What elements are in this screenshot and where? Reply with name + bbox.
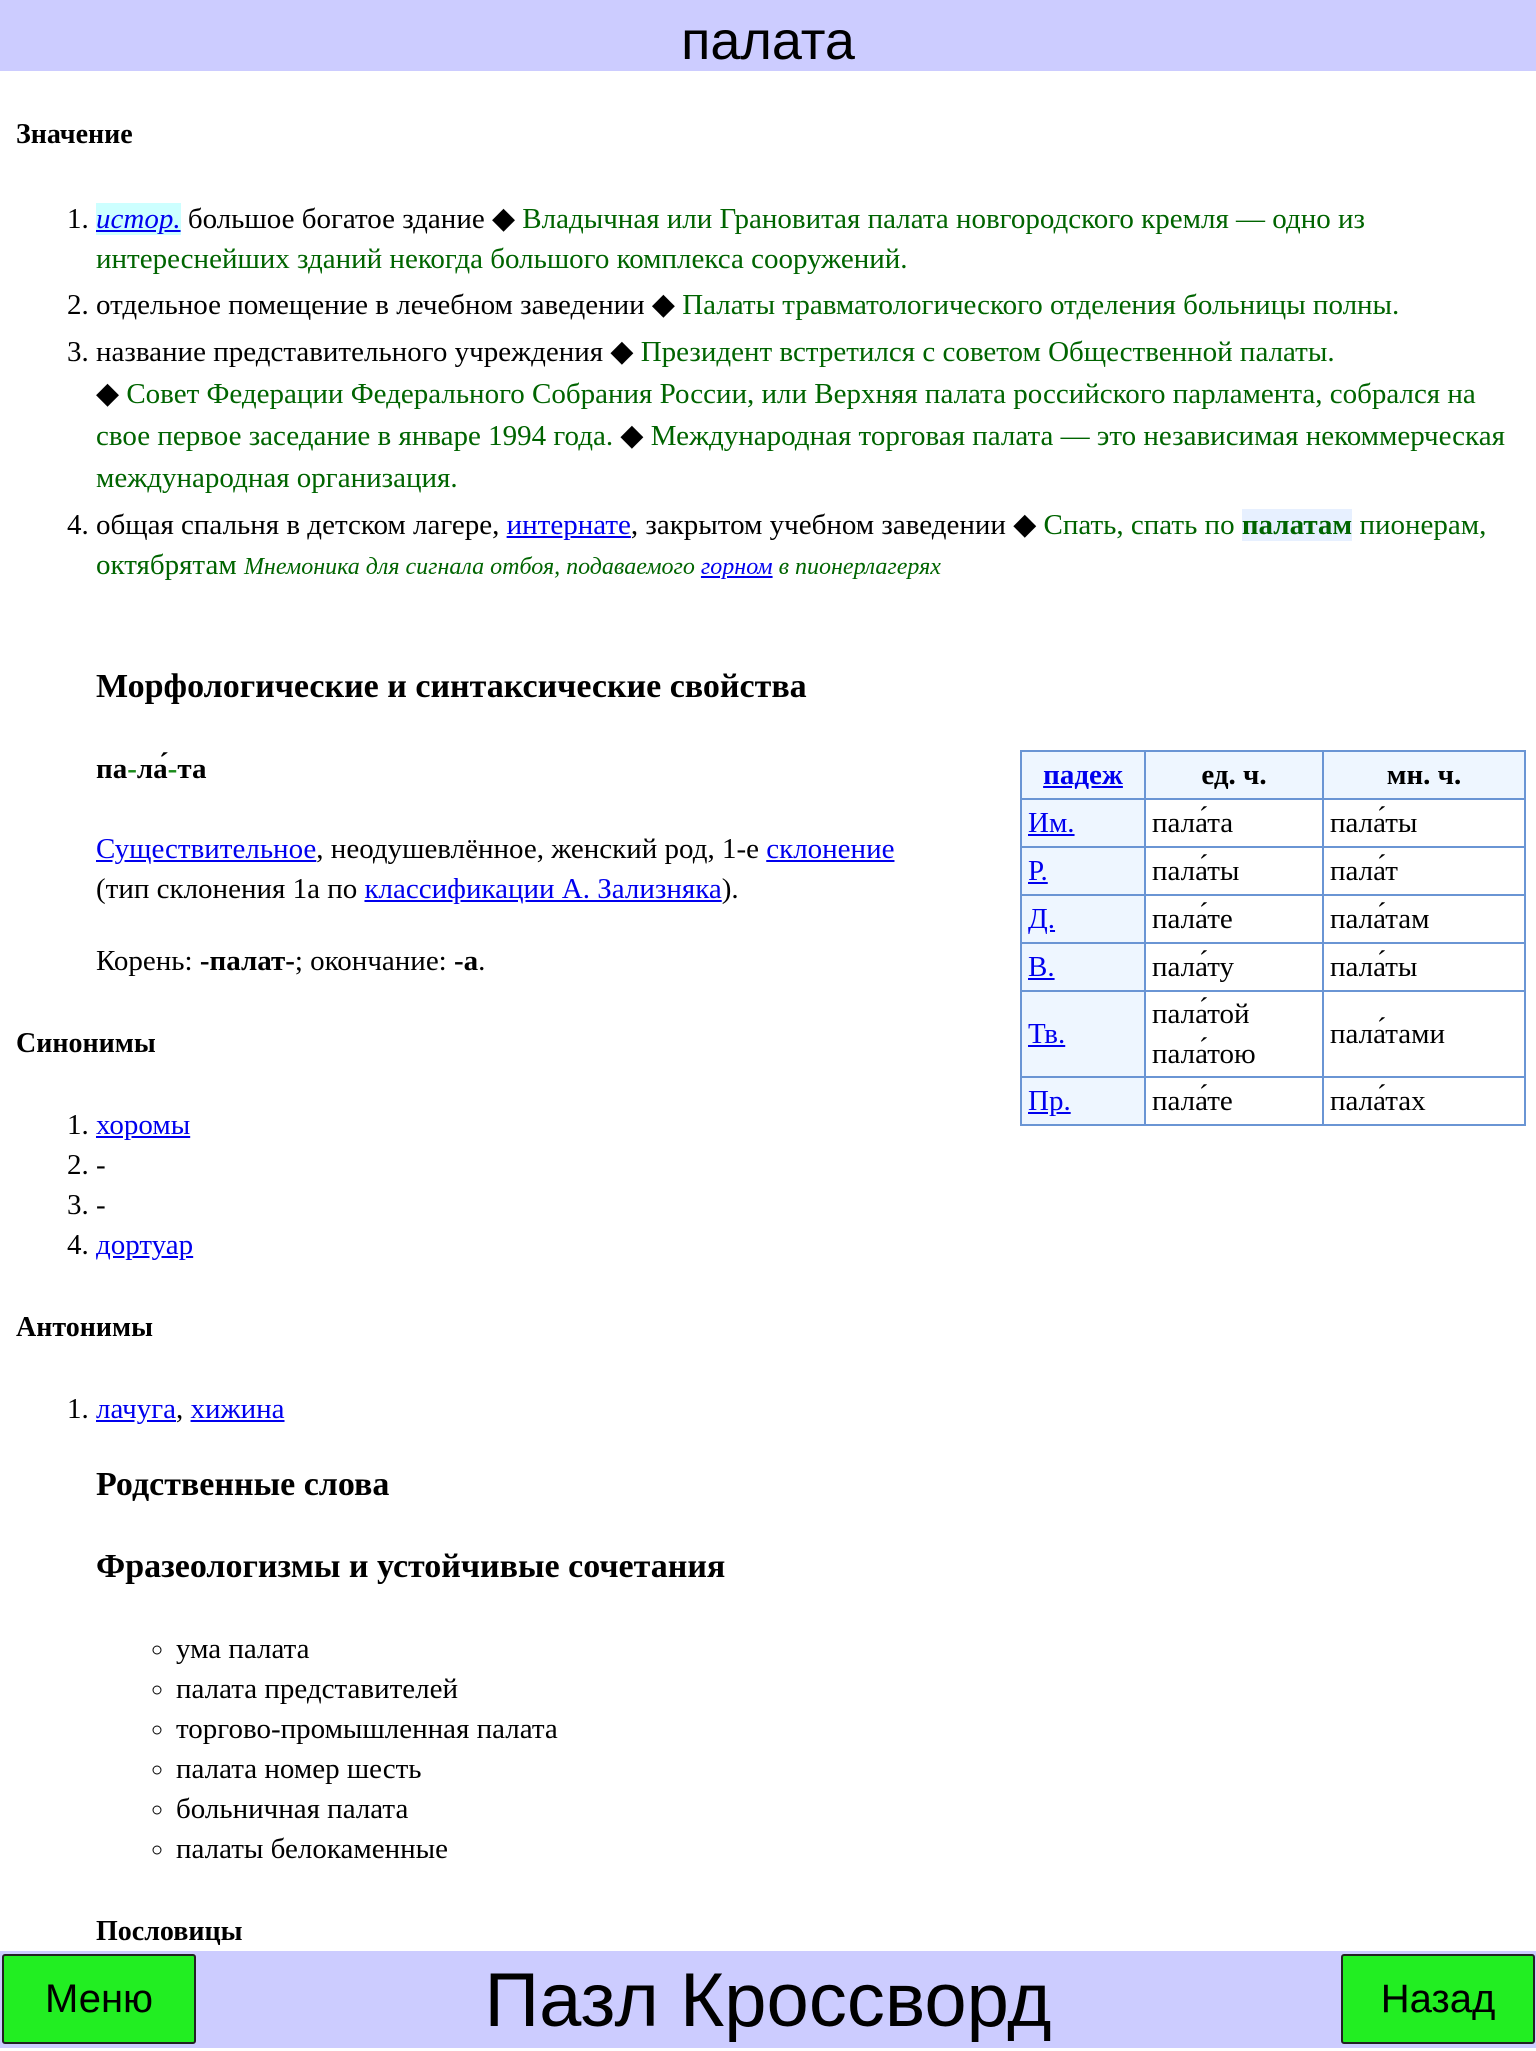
definition-text: общая спальня в детском лагере, xyxy=(96,509,507,541)
table-row xyxy=(1021,895,1525,943)
gorn-link[interactable]: горном xyxy=(700,554,773,580)
internat-link[interactable]: интернате xyxy=(506,509,631,541)
list-item: ◦ ума палата xyxy=(176,1629,558,1669)
case-link-nominative[interactable]: Им. xyxy=(1028,807,1075,839)
table-row xyxy=(1021,847,1525,895)
list-item: ◦ торгово-промышленная палата xyxy=(176,1709,558,1749)
singular-cell: пала́та xyxy=(1145,799,1323,847)
example-text: Палаты травматологического отделения больницы полны. xyxy=(674,289,1400,321)
list-item: ◦ палаты белокаменные xyxy=(176,1829,558,1869)
declension-link[interactable]: склонение xyxy=(766,833,895,865)
singular-cell: пала́ты xyxy=(1145,847,1323,895)
plural-cell: пала́тами xyxy=(1323,991,1525,1077)
case-cell xyxy=(1021,799,1145,847)
table-header-plural: мн. ч. xyxy=(1323,751,1525,799)
antonyms-heading: Антонимы xyxy=(16,1312,153,1343)
zaliznyak-link[interactable]: классификации А. Зализняка xyxy=(364,873,722,905)
case-link-dative[interactable]: Д. xyxy=(1028,903,1056,935)
meaning-heading: Значение xyxy=(16,119,133,150)
list-item: ◦ палата номер шесть xyxy=(176,1749,558,1789)
synonyms-heading: Синонимы xyxy=(16,1028,156,1059)
label-historical-link[interactable]: истор. xyxy=(96,203,181,235)
list-item: ◦ больничная палата xyxy=(176,1789,558,1829)
example-diamond-icon: ◆ xyxy=(96,377,120,410)
case-cell xyxy=(1021,847,1145,895)
related-words-heading: Родственные слова xyxy=(96,1466,390,1503)
plural-cell: пала́там xyxy=(1323,895,1525,943)
meaning-item-2 xyxy=(96,285,1520,325)
table-row xyxy=(1021,991,1525,1077)
definition-text: отдельное помещение в лечебном заведении xyxy=(96,289,652,321)
table-header-singular: ед. ч. xyxy=(1145,751,1323,799)
plural-cell: пала́ты xyxy=(1323,943,1525,991)
bottom-bar xyxy=(0,1951,1536,2048)
table-row xyxy=(1021,943,1525,991)
example-diamond-icon: ◆ xyxy=(610,335,634,368)
example-diamond-icon: ◆ xyxy=(620,419,644,452)
phraseology-heading: Фразеологизмы и устойчивые сочетания xyxy=(96,1548,726,1585)
example-diamond-icon: ◆ xyxy=(1013,508,1037,541)
plural-cell: пала́тах xyxy=(1323,1077,1525,1125)
definition-text: , закрытом учебном заведении xyxy=(630,509,1014,541)
example-text: Президент встретился с советом Общественной палаты. xyxy=(633,336,1335,368)
case-link-prepositional[interactable]: Пр. xyxy=(1028,1085,1071,1117)
plural-cell: пала́т xyxy=(1323,847,1525,895)
meaning-item-3 xyxy=(96,331,1520,499)
example-text: Международная торговая палата — это независимая некоммерческая международная организация. xyxy=(96,420,1505,494)
declension-table xyxy=(1020,750,1526,1126)
singular-cell: пала́те xyxy=(1145,1077,1323,1125)
syllable-breakdown: па-ла́-та xyxy=(96,753,207,785)
root-ending: Корень: -палат-; окончание: -а. xyxy=(96,945,486,977)
list-item: ◦ палата представителей xyxy=(176,1669,558,1709)
list-item: 2. - xyxy=(96,1145,1520,1185)
definition-text: название представительного учреждения xyxy=(96,336,611,368)
article-content[interactable] xyxy=(0,71,1536,1951)
synonym-link-dortuar[interactable]: дортуар xyxy=(96,1229,194,1261)
case-link-instrumental[interactable]: Тв. xyxy=(1028,1018,1066,1050)
example-diamond-icon: ◆ xyxy=(491,202,516,235)
phraseology-list xyxy=(0,1629,558,1869)
menu-button[interactable]: Меню xyxy=(2,1954,196,2044)
singular-cell: пала́той пала́тою xyxy=(1145,991,1323,1077)
list-item: 1. лачуга, хижина xyxy=(96,1389,1520,1429)
table-header-case xyxy=(1021,751,1145,799)
app-title: Пазл Кроссворд xyxy=(484,1958,1052,2043)
singular-cell: пала́ту xyxy=(1145,943,1323,991)
case-cell xyxy=(1021,943,1145,991)
noun-link[interactable]: Существительное xyxy=(96,833,317,865)
example-text: Совет Федерации Федерального Собрания России, или Верхняя палата российского парламента, собрался на свое первое заседание в январе 1994 года. xyxy=(96,378,1476,452)
meaning-item-4 xyxy=(96,505,1520,587)
list-item xyxy=(96,1225,1520,1265)
meaning-item-1 xyxy=(96,199,1520,279)
antonym-link-lachuga[interactable]: лачуга xyxy=(96,1393,177,1425)
morphology-heading: Морфологические и синтаксические свойства xyxy=(96,668,807,705)
example-highlight: палатам xyxy=(1241,509,1353,541)
plural-cell: пала́ты xyxy=(1323,799,1525,847)
meaning-list xyxy=(0,199,1520,587)
page-title: палата xyxy=(0,0,1536,71)
synonyms-list xyxy=(0,1105,1520,1265)
definition-text: большое богатое здание xyxy=(180,203,492,235)
table-row xyxy=(1021,799,1525,847)
example-diamond-icon: ◆ xyxy=(651,288,675,321)
list-item: 3. - xyxy=(96,1185,1520,1225)
example-text: пионерам, октябрятам xyxy=(96,509,1487,581)
proverbs-heading: Пословицы xyxy=(96,1916,243,1947)
synonym-link-khoromy[interactable]: хоромы xyxy=(96,1109,191,1141)
case-cell xyxy=(1021,991,1145,1077)
antonyms-list xyxy=(0,1389,1520,1429)
example-note: Мнемоника для сигнала отбоя, подаваемого горном в пионерлагерях xyxy=(243,554,941,580)
back-button[interactable]: Назад xyxy=(1341,1954,1535,2044)
part-of-speech: Существительное, неодушевлённое, женский род, 1-е склонение (тип склонения 1a по классификации А. Зализняка). xyxy=(96,833,895,905)
example-text: Спать, спать по xyxy=(1036,509,1242,541)
case-link-genitive[interactable]: Р. xyxy=(1028,855,1048,887)
case-cell xyxy=(1021,895,1145,943)
example-text: Владычная или Грановитая палата новгородского кремля — одно из интереснейших зданий некогда большого комплекса сооружений. xyxy=(96,203,1365,275)
antonym-link-khizhina[interactable]: хижина xyxy=(190,1393,285,1425)
singular-cell: пала́те xyxy=(1145,895,1323,943)
case-header-link[interactable]: падеж xyxy=(1043,759,1123,791)
case-link-accusative[interactable]: В. xyxy=(1028,951,1055,983)
list-item xyxy=(96,1105,1520,1145)
